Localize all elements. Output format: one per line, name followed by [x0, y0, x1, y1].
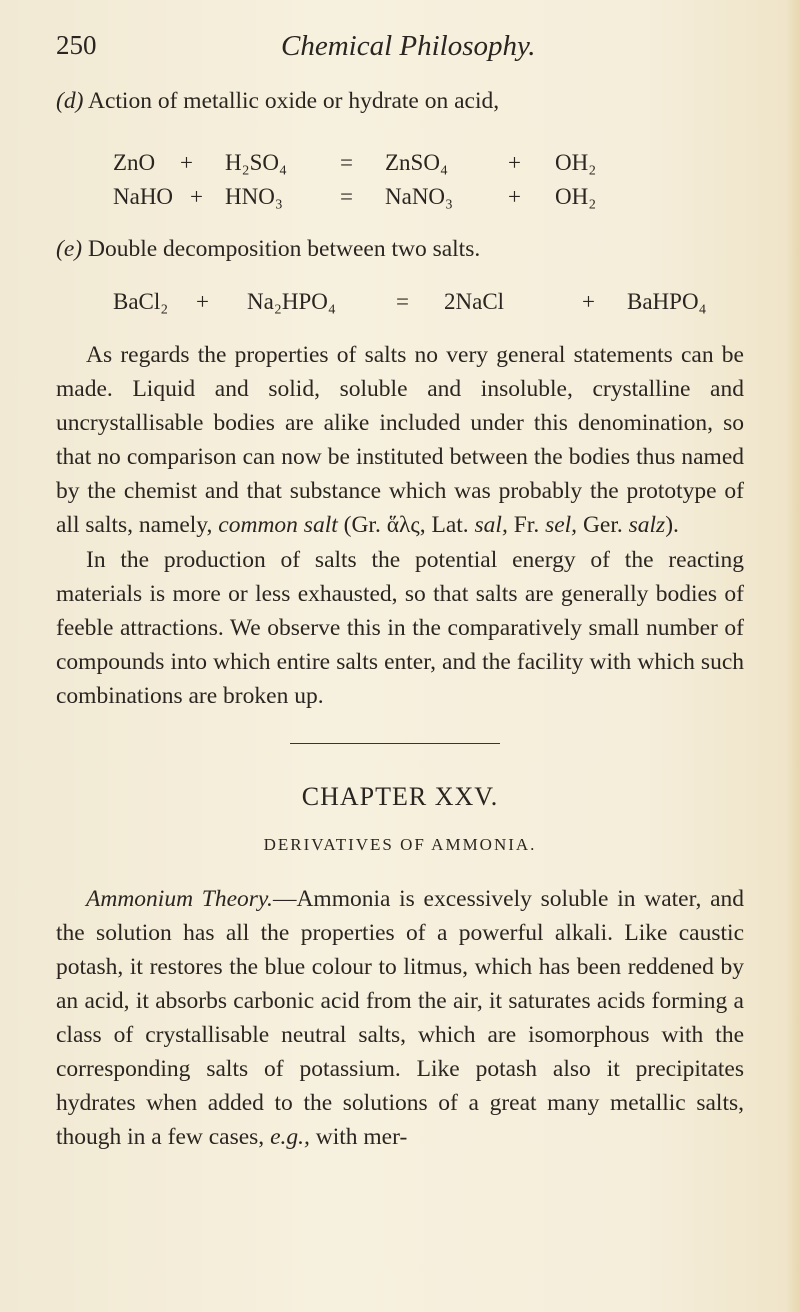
paragraph-text: In the production of salts the potential energy of the reacting materials is more or less exhausted, so that salts are generally bodies of feeble attractions. We observe this in the comparatively small number of compounds into which entire salts enter, and the facility with which such combinations are broken up. [56, 547, 744, 709]
paragraph-salt-production [56, 543, 744, 713]
section-d-text: Action of metallic oxide or hydrate on acid, [88, 88, 500, 114]
section-e-text: Double decomposition between two salts. [87, 236, 481, 262]
italic-term: common salt [218, 512, 338, 538]
eq-reactant-1: NaHO [113, 184, 174, 209]
section-e-label: (e) [56, 236, 83, 262]
page-number: 250 [56, 30, 97, 60]
paragraph-text: (Gr. ἅλς, Lat. [337, 512, 475, 538]
section-e-heading [56, 232, 744, 266]
paragraph-text: Ger. [577, 512, 629, 538]
eq-equals: = [396, 289, 409, 314]
paragraph-salt-properties [56, 338, 744, 542]
eq-product-1: ZnSO₄ [385, 150, 448, 175]
eq-plus: + [190, 184, 203, 209]
paragraph-text: ). [665, 512, 679, 538]
eq-reactant-1: ZnO [113, 150, 156, 175]
eq-equals: = [340, 150, 353, 175]
eq-product-2: BaHPO₄ [627, 289, 707, 314]
chapter-title: CHAPTER XXV. [301, 782, 499, 811]
eq-reactant-2: Na₂HPO₄ [247, 289, 336, 314]
italic-term: sel, [545, 512, 578, 538]
italic-term: salz [628, 512, 666, 538]
eq-plus: + [508, 184, 521, 209]
eq-reactant-2: H₂SO₄ [225, 150, 288, 175]
chapter-subtitle: DERIVATIVES OF AMMONIA. [263, 835, 537, 854]
paragraph-text: —Ammonia is excessively soluble in water, and the solution has all the properties of a powerful alkali. Like caustic potash, it restores the blue colour to litmus, which has been reddened by an acid, it absorbs carbonic acid from the air, it saturates acids forming a class of crystallisable neutral salts, which are isomorphous with the corresponding salts of potassium. Like potash also it precipitates hydrates when added to the solutions of a great many metallic salts, though in a few cases, [56, 886, 745, 1150]
section-d-heading [56, 84, 744, 118]
paragraph-ammonium-theory [56, 882, 744, 1154]
page-edge-shading [786, 0, 800, 1312]
italic-term: e.g., [270, 1124, 310, 1150]
page-header [56, 30, 756, 70]
section-divider [290, 743, 500, 744]
eq-product-2: OH₂ [555, 150, 597, 175]
paragraph-text: Fr. [507, 512, 546, 538]
paragraph-text: As regards the properties of salts no very general statements can be made. Liquid and solid, soluble and insoluble, crystalline and uncrystallisable bodies are alike included under this denomination, so that no comparison can now be instituted between the bodies thus named by the chemist and that substance which was probably the prototype of all salts, namely, [56, 342, 744, 538]
eq-product-2: OH₂ [555, 184, 597, 209]
eq-plus: + [508, 150, 521, 175]
eq-plus: + [196, 289, 209, 314]
eq-product-1: NaNO₃ [385, 184, 454, 209]
eq-reactant-2: HNO₃ [225, 184, 283, 209]
running-title: Chemical Philosophy. [281, 30, 536, 62]
italic-term: sal, [474, 512, 508, 538]
eq-product-1: 2NaCl [444, 289, 505, 314]
eq-plus: + [582, 289, 595, 314]
eq-plus: + [180, 150, 193, 175]
italic-lead: Ammonium Theory. [86, 886, 273, 912]
section-d-label: (d) [56, 88, 84, 114]
paragraph-text: with mer- [309, 1124, 408, 1150]
eq-reactant-1: BaCl₂ [113, 289, 169, 314]
eq-equals: = [340, 184, 353, 209]
